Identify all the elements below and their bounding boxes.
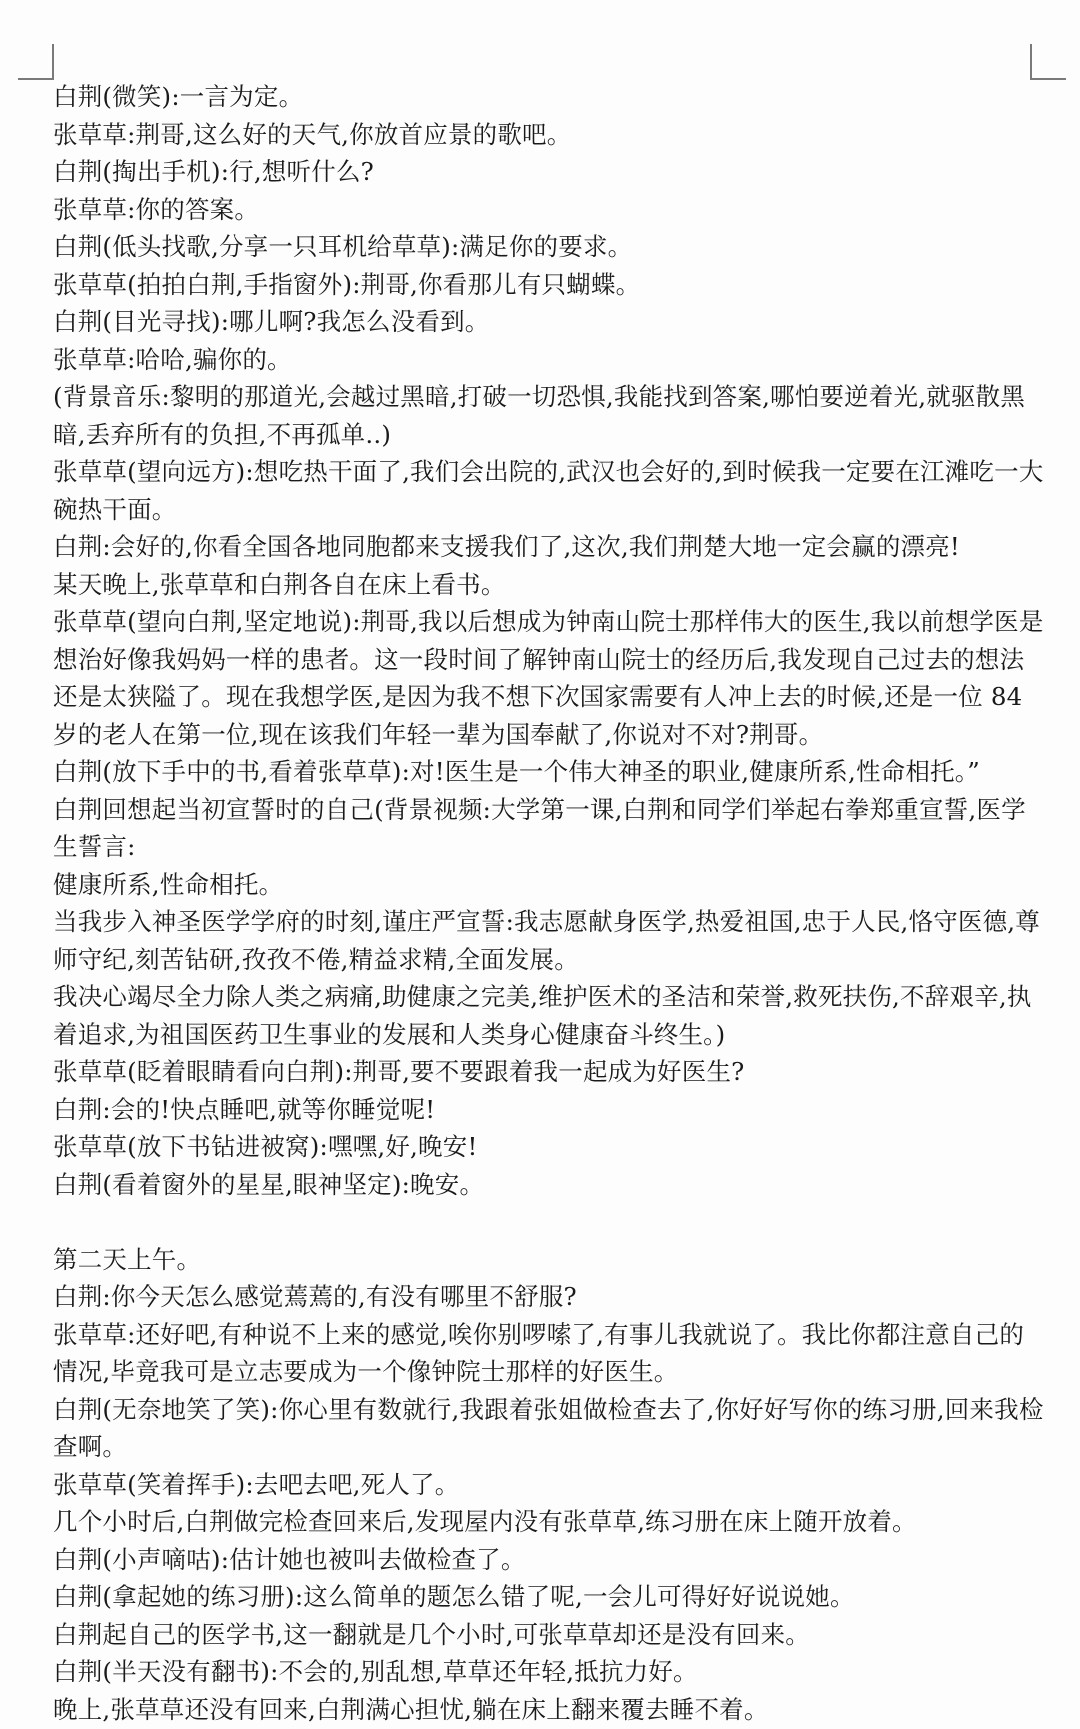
paragraph: 张草草(望向远方):想吃热干面了,我们会出院的,武汉也会好的,到时候我一定要在江滩吃一大碗热干面。 xyxy=(53,457,1044,524)
paragraph: 白荆:会的!快点睡吧,就等你睡觉呢! xyxy=(53,1094,436,1124)
top-left-margin-marker xyxy=(18,44,54,80)
paragraph: 白荆(目光寻找):哪儿啊?我怎么没看到。 xyxy=(53,307,490,336)
paragraph: 白荆(放下手中的书,看着张草草):对!医生是一个伟大神圣的职业,健康所系,性命相托。” xyxy=(53,757,980,786)
paragraph: 晚上,张草草还没有回来,白荆满心担忧,躺在床上翻来覆去睡不着。 xyxy=(53,1694,769,1724)
paragraph: 张草草:还好吧,有种说不上来的感觉,唉你别啰嗦了,有事儿我就说了。我比你都注意自己的情况,毕竟我可是立志要成为一个像钟院士那样的好医生。 xyxy=(53,1319,1025,1386)
paragraph: 白荆回想起当初宣誓时的自己(背景视频:大学第一课,白荆和同学们举起右拳郑重宣誓,医学生誓言: xyxy=(53,794,1026,861)
paragraph: 白荆(拿起她的练习册):这么简单的题怎么错了呢,一会儿可得好好说说她。 xyxy=(53,1582,855,1611)
paragraph: 白荆起自己的医学书,这一翻就是几个小时,可张草草却还是没有回来。 xyxy=(53,1619,810,1649)
paragraph: 白荆(掏出手机):行,想听什么? xyxy=(53,157,374,186)
paragraph: 张草草:你的答案。 xyxy=(53,194,260,224)
paragraph: 白荆(小声嘀咕):估计她也被叫去做检查了。 xyxy=(53,1544,526,1574)
paragraph: 白荆(低头找歌,分享一只耳机给草草):满足你的要求。 xyxy=(53,232,633,261)
top-right-margin-marker xyxy=(1030,44,1066,80)
paragraph: 白荆(半天没有翻书):不会的,别乱想,草草还年轻,抵抗力好。 xyxy=(53,1657,698,1686)
paragraph: 某天晚上,张草草和白荆各自在床上看书。 xyxy=(53,569,506,599)
paragraph: 张草草(笑着挥手):去吧去吧,死人了。 xyxy=(53,1469,460,1499)
blank-line xyxy=(53,1203,1045,1241)
paragraph: 张草草(眨着眼睛看向白荆):荆哥,要不要跟着我一起成为好医生? xyxy=(53,1057,745,1086)
paragraph: 张草草(放下书钻进被窝):嘿嘿,好,晚安! xyxy=(53,1132,478,1161)
paragraph: 张草草(拍拍白荆,手指窗外):荆哥,你看那儿有只蝴蝶。 xyxy=(53,269,641,299)
document-body xyxy=(53,78,1045,1728)
paragraph: 白荆(无奈地笑了笑):你心里有数就行,我跟着张姐做检查去了,你好好写你的练习册,回来我检查啊。 xyxy=(53,1394,1044,1461)
paragraph: 几个小时后,白荆做完检查回来后,发现屋内没有张草草,练习册在床上随开放着。 xyxy=(53,1507,917,1536)
paragraph: 白荆(看着窗外的星星,眼神坚定):晚安。 xyxy=(53,1169,485,1199)
paragraph: 白荆:你今天怎么感觉蔫蔫的,有没有哪里不舒服? xyxy=(53,1282,577,1311)
paragraph: 白荆:会好的,你看全国各地同胞都来支援我们了,这次,我们荆楚大地一定会赢的漂亮! xyxy=(53,532,960,561)
paragraph: 张草草(望向白荆,坚定地说):荆哥,我以后想成为钟南山院士那样伟大的医生,我以前想学医是想治好像我妈妈一样的患者。这一段时间了解钟南山院士的经历后,我发现自己过去的想法还是太狭隘了。现在我想学医,是因为我不想下次国家需要有人冲上去的时候,还是一位 84 岁的老人在第一位,现在该我们年轻一辈为国奉献了,你说对不对?荆哥。 xyxy=(53,607,1044,749)
paragraph: 健康所系,性命相托。 xyxy=(53,869,284,899)
paragraph: 张草草:荆哥,这么好的天气,你放首应景的歌吧。 xyxy=(53,119,572,149)
paragraph: 张草草:哈哈,骗你的。 xyxy=(53,344,292,374)
paragraph: 当我步入神圣医学学府的时刻,谨庄严宣誓:我志愿献身医学,热爱祖国,忠于人民,恪守医德,尊师守纪,刻苦钻研,孜孜不倦,精益求精,全面发展。 xyxy=(53,907,1040,974)
paragraph: 第二天上午。 xyxy=(53,1244,202,1274)
paragraph: 我决心竭尽全力除人类之病痛,助健康之完美,维护医术的圣洁和荣誉,救死扶伤,不辞艰辛,执着追求,为祖国医药卫生事业的发展和人类身心健康奋斗终生。) xyxy=(53,982,1032,1049)
paragraph: 白荆(微笑):一言为定。 xyxy=(53,82,304,111)
paragraph: (背景音乐:黎明的那道光,会越过黑暗,打破一切恐惧,我能找到答案,哪怕要逆着光,就驱散黑暗,丢弃所有的负担,不再孤单..) xyxy=(53,382,1026,449)
